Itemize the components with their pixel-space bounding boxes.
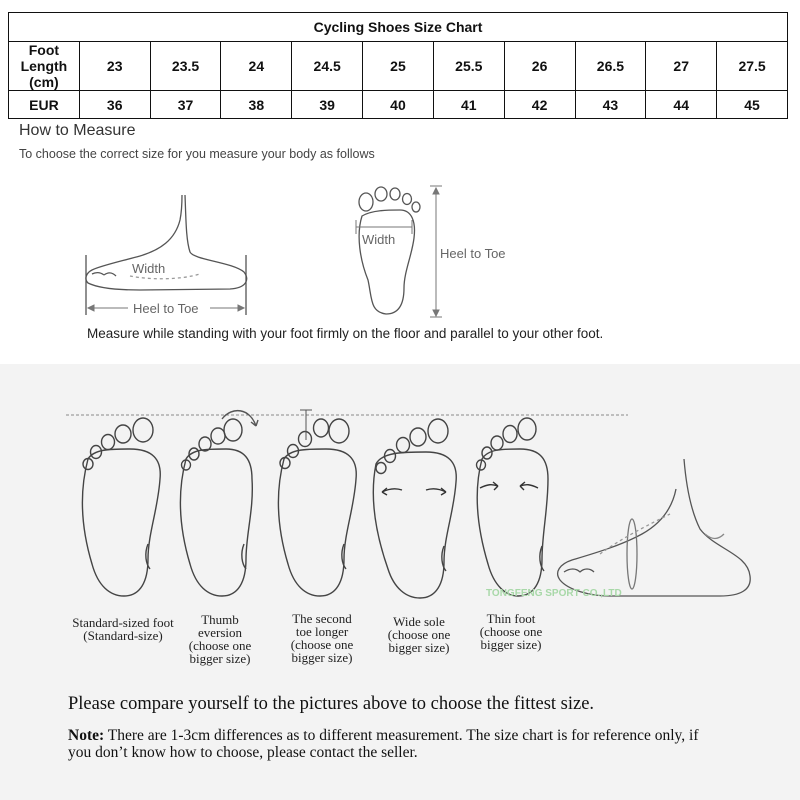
table-cell: 38 xyxy=(221,91,292,119)
foot-types-illustration xyxy=(0,364,800,614)
table-cell: 27.5 xyxy=(717,42,788,91)
caption-thumb-eversion xyxy=(180,613,260,665)
caption-line: (choose one xyxy=(290,637,354,652)
table-cell: 43 xyxy=(575,91,646,119)
table-cell: 27 xyxy=(646,42,717,91)
note-label: Note: xyxy=(68,727,105,744)
caption-line: (choose one xyxy=(188,638,252,653)
size-chart-title: Cycling Shoes Size Chart xyxy=(9,13,788,42)
caption-line: The second xyxy=(292,611,352,626)
table-cell: 26 xyxy=(504,42,575,91)
side-length-label: Heel to Toe xyxy=(133,301,199,316)
side-foot-illustration xyxy=(86,195,247,315)
table-cell: 24 xyxy=(221,42,292,91)
side-width-label: Width xyxy=(132,261,166,276)
caption-line: bigger size) xyxy=(388,640,450,655)
table-cell: 23 xyxy=(79,42,150,91)
caption-line: toe longer xyxy=(295,624,349,639)
compare-instruction: Please compare yourself to the pictures above to choose the fittest size. xyxy=(68,694,595,714)
thin-foot-icon xyxy=(477,418,549,596)
size-chart-table xyxy=(8,12,788,119)
table-cell: 26.5 xyxy=(575,42,646,91)
caption-standard-foot xyxy=(64,616,182,642)
table-cell: 37 xyxy=(150,91,221,119)
measure-instruction: Measure while standing with your foot firmly on the floor and parallel to your other foot. xyxy=(87,326,604,341)
note-paragraph xyxy=(68,727,708,761)
caption-thin-foot xyxy=(470,612,552,651)
caption-line: (choose one xyxy=(387,627,451,642)
table-cell: 24.5 xyxy=(292,42,363,91)
watermark-text: TONGFENG SPORT CO.,LTD xyxy=(486,588,622,599)
note-text: There are 1-3cm differences as to different measurement. The size chart is for reference only, if you don’t know how to choose, please contact the seller. xyxy=(68,727,699,761)
caption-line: (choose one xyxy=(479,624,543,639)
caption-wide-sole xyxy=(378,615,460,654)
standard-foot-icon xyxy=(82,418,160,596)
caption-line: Wide sole xyxy=(393,614,445,629)
table-cell: 36 xyxy=(79,91,150,119)
caption-line: Standard-sized foot xyxy=(72,615,174,630)
table-cell: 41 xyxy=(433,91,504,119)
table-cell: 42 xyxy=(504,91,575,119)
sole-width-label: Width xyxy=(362,232,396,247)
second-toe-longer-foot-icon xyxy=(278,410,356,596)
table-cell: 44 xyxy=(646,91,717,119)
table-cell: 40 xyxy=(363,91,434,119)
caption-line: Thumb xyxy=(201,612,239,627)
table-cell: 39 xyxy=(292,91,363,119)
caption-line: bigger size) xyxy=(480,637,542,652)
side-view-foot-icon xyxy=(558,459,751,596)
caption-line: Thin foot xyxy=(486,611,536,626)
row-label-eur: EUR xyxy=(9,91,80,119)
row-label-foot-length: Foot Length (cm) xyxy=(9,42,80,91)
caption-line: eversion xyxy=(197,625,243,640)
sole-measure-arrows xyxy=(356,186,442,317)
table-cell: 25.5 xyxy=(433,42,504,91)
table-cell: 23.5 xyxy=(150,42,221,91)
wide-sole-foot-icon xyxy=(373,419,456,598)
measure-diagrams xyxy=(0,180,800,320)
caption-line: bigger size) xyxy=(291,650,353,665)
how-to-measure-title: How to Measure xyxy=(19,122,136,139)
caption-second-toe-longer xyxy=(282,612,362,664)
caption-line: (Standard-size) xyxy=(83,628,163,643)
how-to-measure-subtitle: To choose the correct size for you measure your body as follows xyxy=(19,147,375,161)
table-row xyxy=(9,91,788,119)
sole-length-label: Heel to Toe xyxy=(440,246,506,261)
caption-line: bigger size) xyxy=(189,651,251,666)
table-cell: 45 xyxy=(717,91,788,119)
sole-foot-illustration xyxy=(359,187,420,314)
thumb-eversion-foot-icon xyxy=(180,411,258,596)
table-row xyxy=(9,42,788,91)
table-cell: 25 xyxy=(363,42,434,91)
